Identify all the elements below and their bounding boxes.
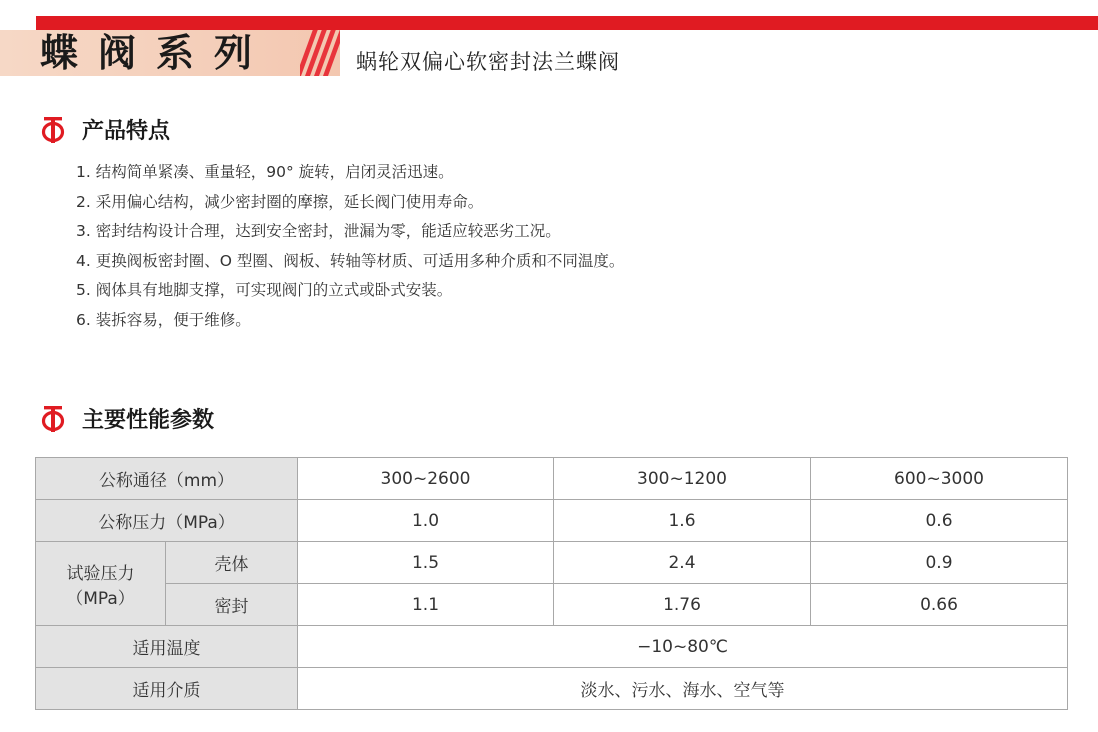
- table-header-cell: 密封: [166, 584, 298, 626]
- list-item: 5. 阀体具有地脚支撑，可实现阀门的立式或卧式安装。: [76, 281, 453, 299]
- features-heading: [40, 114, 170, 145]
- test-pressure-unit: （MPa）: [66, 588, 135, 609]
- table-cell: 1.1: [298, 584, 554, 626]
- table-cell: 600~3000: [811, 458, 1068, 500]
- header-stripes: [300, 30, 340, 76]
- table-header-cell: 壳体: [166, 542, 298, 584]
- table-cell: 0.6: [811, 500, 1068, 542]
- table-cell: 1.5: [298, 542, 554, 584]
- header-accent-bar: [36, 16, 1098, 30]
- table-cell: 淡水、污水、海水、空气等: [298, 668, 1068, 710]
- test-pressure-label: 试验压力: [66, 563, 135, 584]
- specs-heading: [40, 403, 214, 434]
- table-row: [36, 668, 1068, 710]
- table-header-cell: 适用介质: [36, 668, 298, 710]
- table-cell: 0.66: [811, 584, 1068, 626]
- table-row: [36, 500, 1068, 542]
- table-row: [36, 626, 1068, 668]
- list-item: 3. 密封结构设计合理，达到安全密封，泄漏为零，能适应较恶劣工况。: [76, 222, 561, 240]
- product-subtitle: 蜗轮双偏心软密封法兰蝶阀: [356, 50, 620, 74]
- table-cell: 1.0: [298, 500, 554, 542]
- list-item: 1. 结构简单紧凑、重量轻，90° 旋转，启闭灵活迅速。: [76, 163, 454, 181]
- series-title: 蝶阀系列: [40, 30, 273, 75]
- features-title: 产品特点: [82, 119, 171, 144]
- valve-icon: [40, 116, 66, 144]
- list-item: 4. 更换阀板密封圈、O 型圈、阀板、转轴等材质、可适用多种介质和不同温度。: [76, 251, 625, 270]
- table-cell: 300~1200: [554, 458, 811, 500]
- table-cell: 1.6: [554, 500, 811, 542]
- valve-icon: [40, 405, 66, 433]
- table-cell: 300~2600: [298, 458, 554, 500]
- table-header-cell: [36, 542, 166, 626]
- table-cell: 0.9: [811, 542, 1068, 584]
- spec-table: [35, 457, 1068, 710]
- table-cell: −10~80℃: [298, 626, 1068, 668]
- table-header-cell: 公称压力（MPa）: [36, 500, 298, 542]
- table-row: [36, 542, 1068, 584]
- table-header-cell: 适用温度: [36, 626, 298, 668]
- list-item: 2. 采用偏心结构，减少密封圈的摩擦，延长阀门使用寿命。: [76, 192, 484, 211]
- specs-title: 主要性能参数: [82, 408, 215, 433]
- table-cell: 1.76: [554, 584, 811, 626]
- features-list: [76, 158, 624, 335]
- list-item: 6. 装拆容易，便于维修。: [76, 310, 251, 329]
- table-header-cell: 公称通径（mm）: [36, 458, 298, 500]
- table-row: [36, 458, 1068, 500]
- table-cell: 2.4: [554, 542, 811, 584]
- table-row: [36, 584, 1068, 626]
